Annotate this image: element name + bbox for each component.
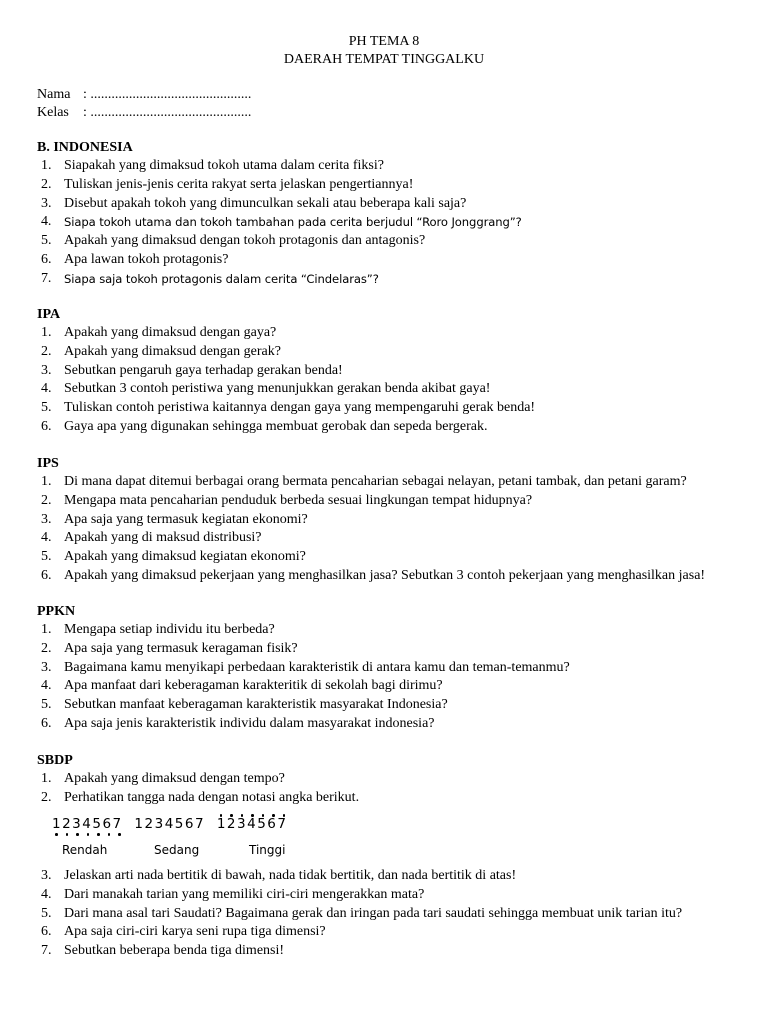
- name-label: Nama: [37, 87, 71, 102]
- list-item: 6. Gaya apa yang digunakan sehingga membuat gerobak dan sepeda bergerak.: [41, 418, 488, 434]
- label-mid: Sedang: [154, 843, 200, 857]
- list-item: 3. Sebutkan pengaruh gaya terhadap gerakan benda!: [41, 362, 343, 378]
- section-title: IPA: [37, 307, 61, 322]
- label-low: Rendah: [62, 843, 108, 857]
- list-item: 4. Dari manakah tarian yang memiliki ciri-ciri mengerakkan mata?: [41, 886, 425, 902]
- class-blank: : ..............................................: [83, 105, 252, 120]
- list-item: 4. Apakah yang di maksud distribusi?: [41, 530, 262, 546]
- worksheet-subtitle: DAERAH TEMPAT TINGGALKU: [283, 52, 485, 67]
- question-list: [37, 324, 737, 437]
- class-label: Kelas: [37, 105, 69, 120]
- section-title: SBDP: [37, 753, 73, 768]
- list-item: 1. Apakah yang dimaksud dengan tempo?: [41, 771, 285, 786]
- list-item: 4. Apa manfaat dari keberagaman karakteritik di sekolah bagi dirimu?: [41, 678, 443, 694]
- list-item: 5. Dari mana asal tari Saudati? Bagaimana gerak dan iringan pada tari saudati sehingga membuat unik tarian itu?: [41, 905, 683, 921]
- list-item: 5. Apakah yang dimaksud kegiatan ekonomi?: [41, 549, 306, 565]
- list-item: 3. Bagaimana kamu menyikapi perbedaan karakteristik di antara kamu dan teman-temanmu?: [41, 659, 570, 675]
- list-item: 3. Apa saja yang termasuk kegiatan ekonomi?: [41, 511, 308, 527]
- section-sbdp-continued: [37, 867, 737, 961]
- list-item: 2. Apa saja yang termasuk keragaman fisik?: [41, 640, 298, 656]
- list-item: 6. Apakah yang dimaksud pekerjaan yang menghasilkan jasa? Sebutkan 3 contoh pekerjaan yang menghasilkan jasa!: [41, 567, 706, 583]
- section-title: PPKN: [37, 604, 76, 619]
- worksheet-title: PH TEMA 8: [348, 34, 420, 49]
- low-notes: 1234567: [52, 814, 123, 834]
- list-item: 3. Disebut apakah tokoh yang dimunculkan sekali atau beberapa kali saja?: [41, 195, 467, 211]
- list-item: 7. Sebutkan beberapa benda tiga dimensi!: [41, 943, 285, 959]
- section-b-indonesia: [37, 139, 737, 289]
- section-ppkn: [37, 603, 737, 734]
- list-item: 2. Perhatikan tangga nada dengan notasi angka berikut.: [41, 789, 360, 805]
- list-item: 6. Apa saja jenis karakteristik individu dalam masyarakat indonesia?: [41, 715, 435, 731]
- list-item: 1. Di mana dapat ditemui berbagai orang bermata pencaharian sebagai nelayan, petani tambak, dan petani garam?: [41, 474, 687, 489]
- high-notes: 1234567: [216, 816, 288, 832]
- name-blank: : ..............................................: [83, 87, 252, 102]
- notation-numbers: [52, 814, 293, 834]
- section-ipa: [37, 306, 737, 437]
- list-item: 5. Apakah yang dimaksud dengan tokoh protagonis dan antagonis?: [41, 233, 426, 249]
- list-item: 2. Tuliskan jenis-jenis cerita rakyat serta jelaskan pengertiannya!: [41, 176, 414, 192]
- question-list: [37, 867, 737, 961]
- list-item: 1. Apakah yang dimaksud dengan gaya?: [41, 325, 277, 340]
- list-item: 1. Mengapa setiap individu itu berbeda?: [41, 622, 275, 637]
- list-item: 4. Siapa tokoh utama dan tokoh tambahan pada cerita berjudul “Roro Jonggrang”?: [41, 214, 522, 230]
- list-item: 2. Mengapa mata pencaharian penduduk berbeda sesuai lingkungan tempat hidupnya?: [41, 492, 533, 508]
- list-item: 6. Apa lawan tokoh protagonis?: [41, 251, 229, 267]
- question-list: [37, 621, 737, 734]
- section-title: IPS: [37, 456, 59, 471]
- list-item: 6. Apa saja ciri-ciri karya seni rupa tiga dimensi?: [41, 924, 326, 940]
- section-title: B. INDONESIA: [37, 140, 133, 155]
- list-item: 2. Apakah yang dimaksud dengan gerak?: [41, 343, 281, 359]
- section-sbdp: [37, 752, 737, 808]
- list-item: 7. Siapa saja tokoh protagonis dalam cerita “Cindelaras”?: [41, 270, 379, 286]
- question-list: [37, 157, 737, 289]
- name-field-row: [37, 86, 251, 104]
- label-high: Tinggi: [249, 843, 286, 857]
- question-list: [37, 473, 737, 586]
- list-item: 5. Sebutkan manfaat keberagaman karakteristik masyarakat Indonesia?: [41, 697, 448, 713]
- class-field-row: [37, 104, 251, 122]
- list-item: 1. Siapakah yang dimaksud tokoh utama dalam cerita fiksi?: [41, 158, 384, 173]
- list-item: 5. Tuliskan contoh peristiwa kaitannya dengan gaya yang mempengaruhi gerak benda!: [41, 400, 536, 416]
- list-item: 4. Sebutkan 3 contoh peristiwa yang menunjukkan gerakan benda akibat gaya!: [41, 381, 491, 397]
- mid-notes: 1234567: [134, 816, 206, 832]
- question-list: [37, 770, 737, 808]
- section-ips: [37, 455, 737, 586]
- number-notation-scale: [52, 814, 352, 862]
- list-item: 3. Jelaskan arti nada bertitik di bawah, nada tidak bertitik, dan nada bertitik di atas!: [41, 868, 517, 883]
